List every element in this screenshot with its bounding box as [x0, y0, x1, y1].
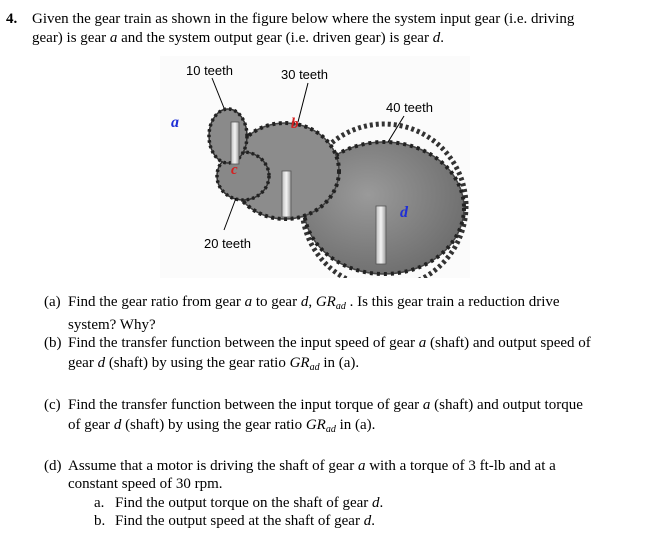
label-30-teeth: 30 teeth — [281, 67, 328, 82]
label-20-teeth: 20 teeth — [204, 236, 251, 251]
part-c-line2: of gear d (shaft) by using the gear ratio $GR_{ad}$ in (a). — [68, 417, 376, 435]
problem-intro-line2: gear) is gear a and the system output gear (i.e. driven gear) is gear d. — [32, 30, 444, 46]
sub-a-marker: a. — [94, 495, 105, 511]
part-a-marker: (a) — [44, 294, 61, 310]
part-b-line2: gear d (shaft) by using the gear ratio $GR_{ad}$ in (a). — [68, 355, 360, 373]
part-b-marker: (b) — [44, 335, 62, 351]
gear-label-a: a — [171, 114, 179, 131]
shaft-d — [376, 206, 386, 264]
part-d-marker: (d) — [44, 458, 62, 474]
gear-label-d: d — [400, 204, 408, 221]
sub-b-marker: b. — [94, 513, 106, 529]
problem-number: 4. — [6, 11, 18, 27]
part-d-line1: Assume that a motor is driving the shaft of gear a with a torque of 3 ft-lb and at a — [68, 458, 556, 474]
shaft-a — [231, 122, 239, 164]
gear-label-b: b — [291, 116, 299, 132]
problem-intro-line1: Given the gear train as shown in the figure below where the system input gear (i.e. driving — [32, 11, 575, 27]
part-b-line1: Find the transfer function between the input speed of gear a (shaft) and output speed of — [68, 335, 591, 351]
label-10-teeth: 10 teeth — [186, 63, 233, 78]
sub-a-text: Find the output torque on the shaft of gear d. — [115, 495, 384, 511]
gear-label-c: c — [231, 162, 238, 178]
label-40-teeth: 40 teeth — [386, 100, 433, 115]
gear-train-figure — [160, 56, 470, 278]
part-c-marker: (c) — [44, 397, 61, 413]
shaft-b — [282, 171, 291, 217]
part-a-line2: system? Why? — [68, 317, 156, 333]
part-d-line2: constant speed of 30 rpm. — [68, 476, 223, 492]
sub-b-text: Find the output speed at the shaft of gear d. — [115, 513, 375, 529]
gear-a — [209, 109, 247, 163]
part-c-line1: Find the transfer function between the input torque of gear a (shaft) and output torque — [68, 397, 583, 413]
part-a-line1: Find the gear ratio from gear a to gear d, $GR_{ad}$ . Is this gear train a reduction drive — [68, 294, 560, 312]
